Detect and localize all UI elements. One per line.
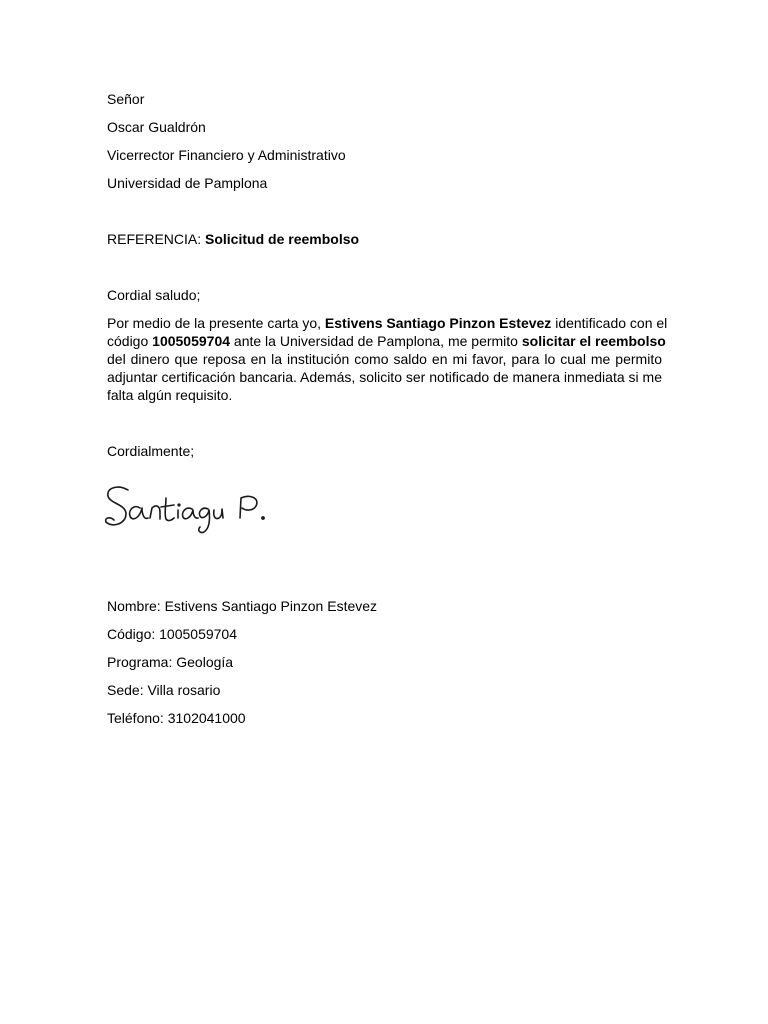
reference-subject: Solicitud de reembolso	[205, 231, 360, 247]
detail-name: Nombre: Estivens Santiago Pinzon Estevez	[107, 598, 378, 614]
body-line-1	[107, 314, 668, 332]
detail-phone: Teléfono: 3102041000	[107, 710, 246, 726]
applicant-code: 1005059704	[152, 333, 231, 349]
body-text: código	[107, 333, 149, 349]
recipient-institution: Universidad de Pamplona	[107, 175, 268, 191]
recipient-title: Vicerrector Financiero y Administrativo	[107, 147, 346, 163]
detail-campus: Sede: Villa rosario	[107, 682, 221, 698]
closing: Cordialmente;	[107, 443, 195, 459]
recipient-salutation: Señor	[107, 91, 145, 107]
detail-code: Código: 1005059704	[107, 626, 238, 642]
reference-line	[107, 230, 359, 248]
body-line-3: del dinero que reposa en la institución como saldo en mi favor, para lo cual me permito	[107, 351, 662, 367]
body-text: identificado con el	[555, 315, 668, 331]
handwritten-signature	[100, 478, 270, 538]
body-text: ante la Universidad de Pamplona, me permito	[233, 333, 518, 349]
body-text: Por medio de la presente carta yo,	[107, 315, 322, 331]
body-line-2	[107, 332, 666, 350]
applicant-name: Estivens Santiago Pinzon Estevez	[324, 315, 552, 331]
reference-label: REFERENCIA:	[107, 231, 202, 247]
recipient-name: Oscar Gualdrón	[107, 119, 206, 135]
request-phrase: solicitar el reembolso	[521, 333, 666, 349]
detail-program: Programa: Geología	[107, 654, 234, 670]
letter-body	[107, 314, 668, 404]
body-line-4: adjuntar certificación bancaria. Además, solicito ser notificado de manera inmediata si me	[107, 369, 662, 385]
body-line-5: falta algún requisito.	[107, 387, 233, 403]
greeting: Cordial saludo;	[107, 287, 201, 303]
